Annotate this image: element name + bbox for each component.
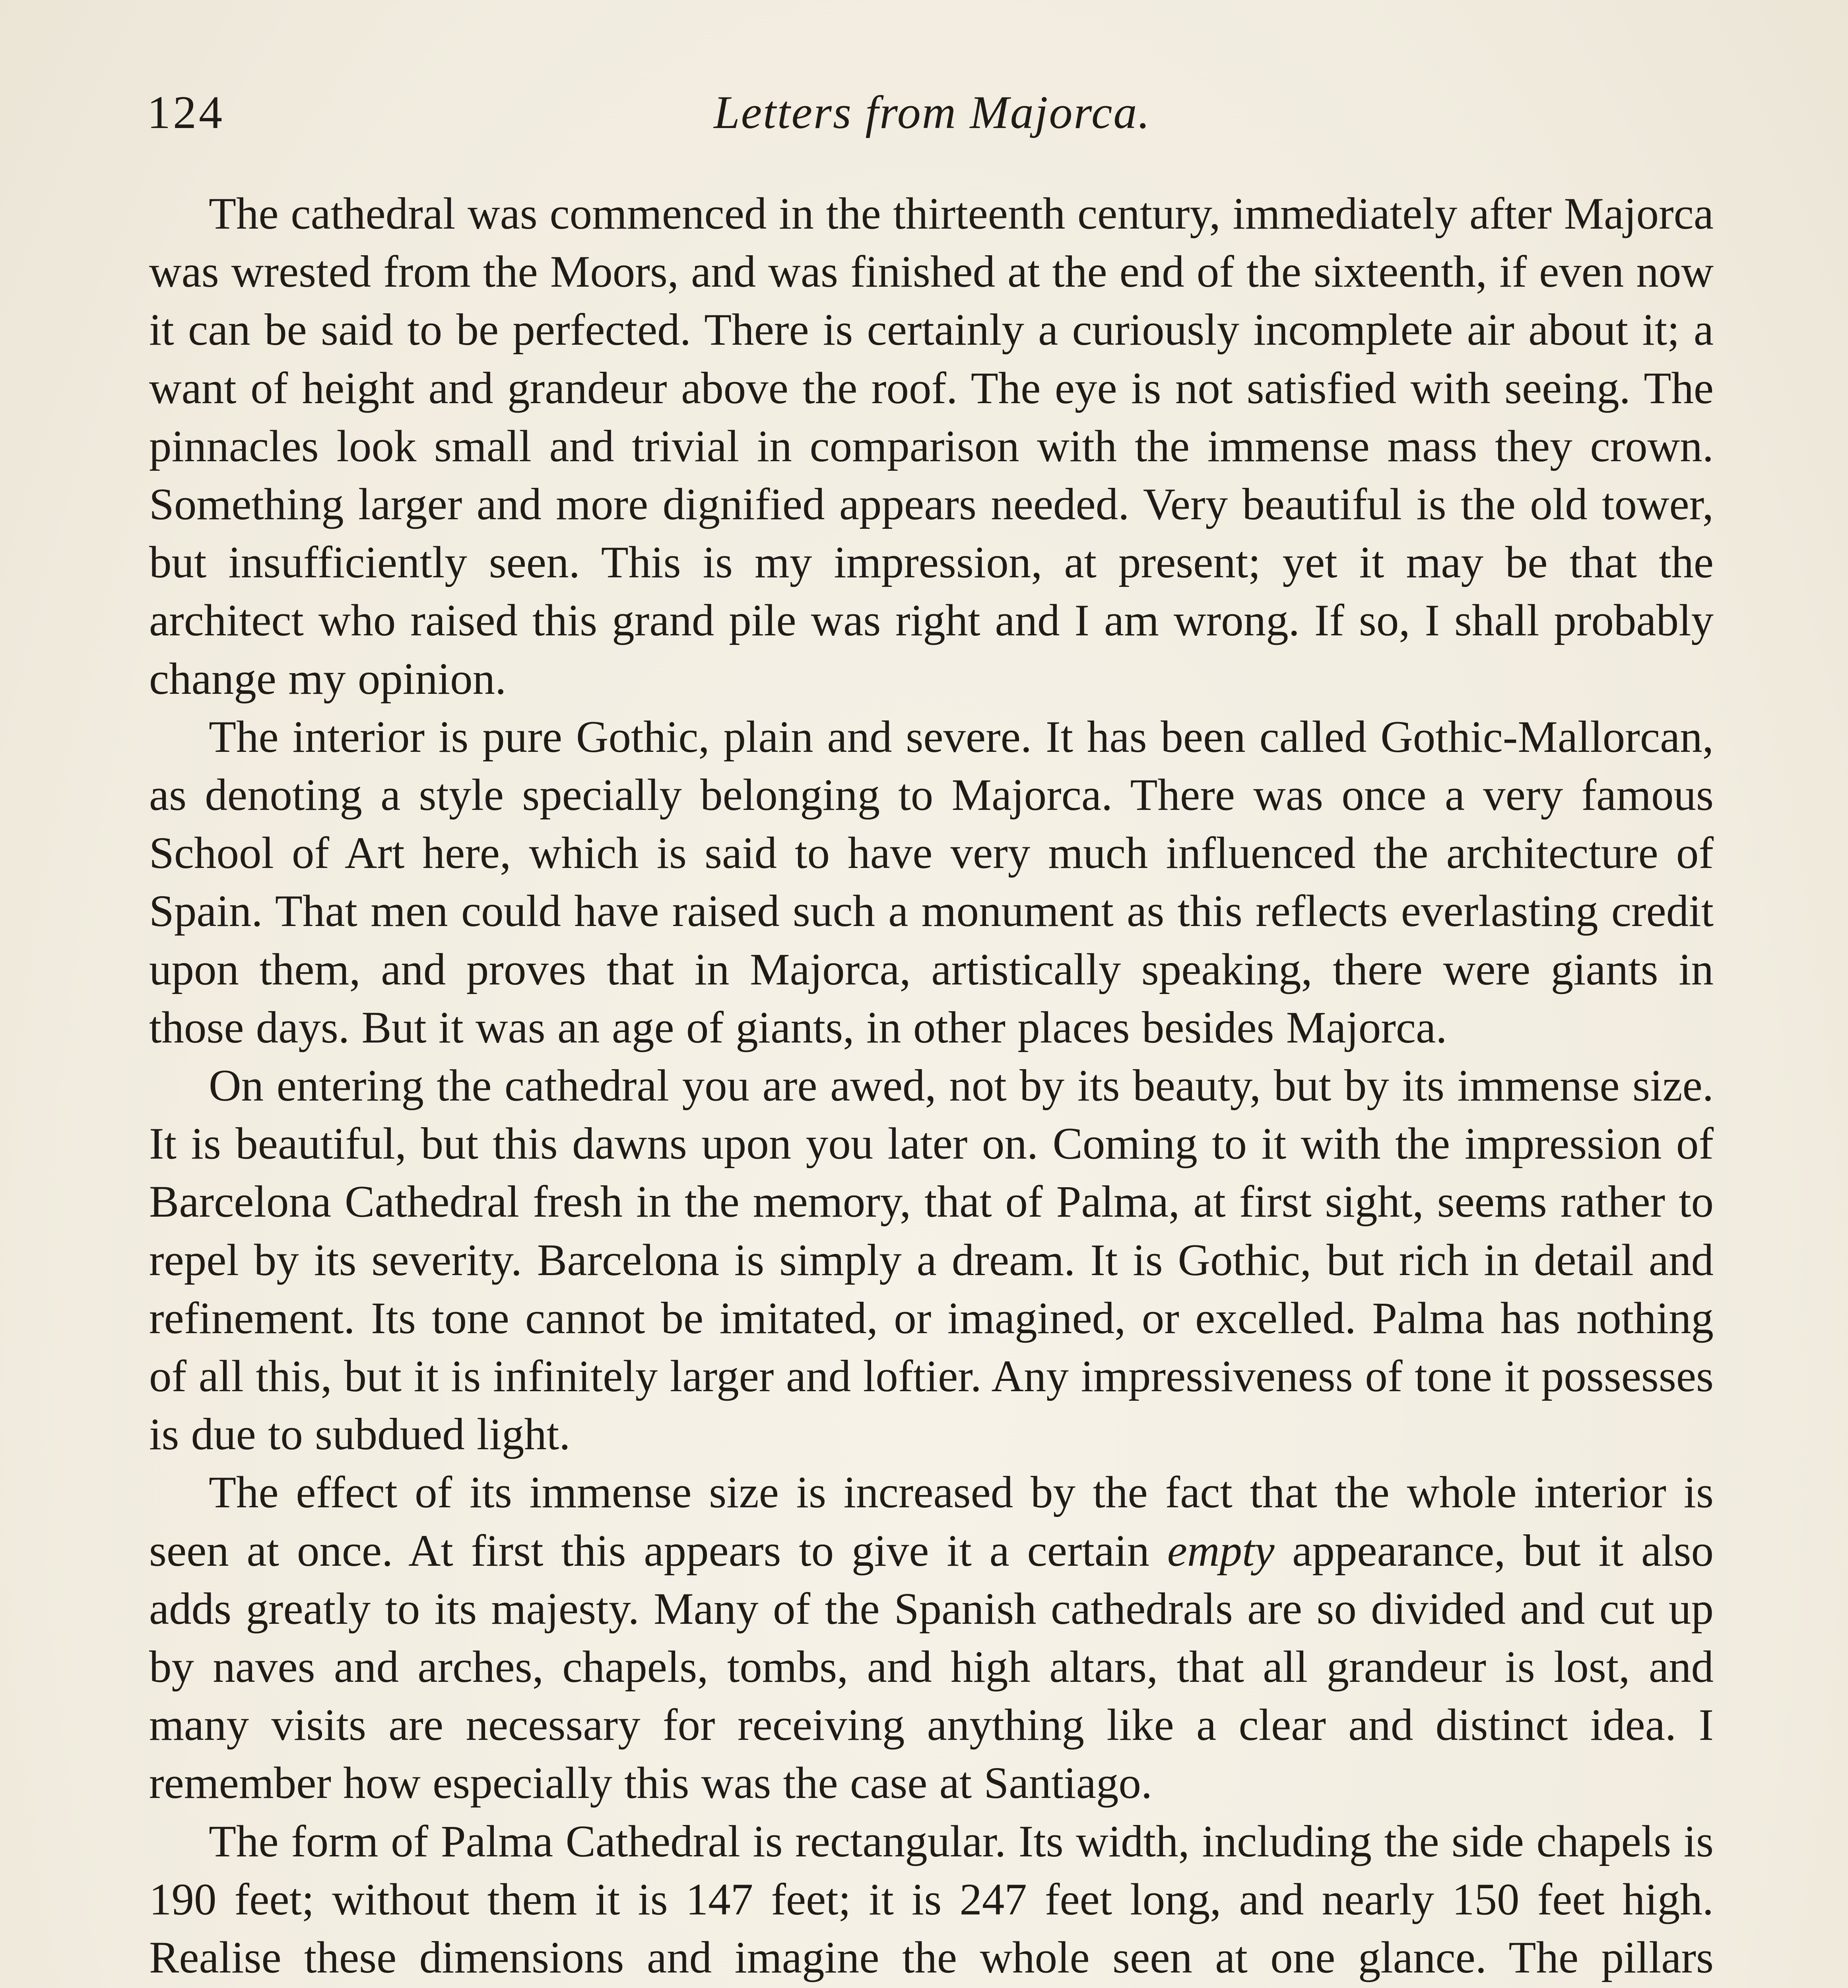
paragraph-cathedral-history: The cathedral was commenced in the thirteenth century, immediately after Majorca was wrested from the Moors, and was finished at the end of the sixteenth, if even now it can be said to be perfected. There is certainly a curiously incomplete air about it; a want of height and grandeur above the roof. The eye is not satisfied with seeing. The pinnacles look small and trivial in comparison with the immense mass they crown. Something larger and more dignified appears needed. Very beautiful is the old tower, but insufficiently seen. This is my impression, at present; yet it may be that the architect who raised this grand pile was right and I am wrong. If so, I shall probably change my opinion. <box>149 189 1714 704</box>
paragraph-effect-of-size <box>149 1464 1714 1812</box>
paragraph-interior: The interior is pure Gothic, plain and severe. It has been called Gothic-Mallorcan, as denoting a style specially belonging to Majorca. There was once a very famous School of Art here, which is said to have very much influenced the architecture of Spain. That men could have raised such a monument as this reflects everlasting credit upon them, and proves that in Majorca, artistically speaking, there were giants in those days. But it was an age of giants, in other places besides Majorca. <box>149 712 1714 1052</box>
paragraph-effect-text-before: The effect of its immense size is increased by the fact that the whole interior is seen at once. At first this appears to give it a certain <box>149 1468 1714 1576</box>
emphasized-word: empty <box>1167 1526 1275 1576</box>
page-header <box>147 85 1718 153</box>
running-title: Letters from Majorca. <box>714 86 1151 138</box>
body-text <box>149 185 1714 1988</box>
paragraph-dimensions: The form of Palma Cathedral is rectangular. Its width, including the side chapels is 190 feet; without them it is 147 feet; it is 247 feet long, and nearly 150 feet high. Realise these dimensions and imagine the whole seen at one glance. The pillars <box>149 1816 1714 1983</box>
page-number: 124 <box>147 86 225 138</box>
paragraph-effect-text-after: appearance, but it also adds greatly to its majesty. Many of the Spanish cathedrals are so divided and cut up by naves and arches, chapels, tombs, and high altars, that all grandeur is lost, and many visits are necessary for receiving anything like a clear and distinct idea. I remember how especially this was the case at Santiago. <box>149 1526 1714 1808</box>
paragraph-entering: On entering the cathedral you are awed, not by its beauty, but by its immense size. It is beautiful, but this dawns upon you later on. Coming to it with the impression of Barcelona Cathedral fresh in the memory, that of Palma, at first sight, seems rather to repel by its severity. Barcelona is simply a dream. It is Gothic, but rich in detail and refinement. Its tone cannot be imitated, or imagined, or excelled. Palma has nothing of all this, but it is infinitely larger and loftier. Any impressiveness of tone it possesses is due to subdued light. <box>149 1061 1714 1460</box>
